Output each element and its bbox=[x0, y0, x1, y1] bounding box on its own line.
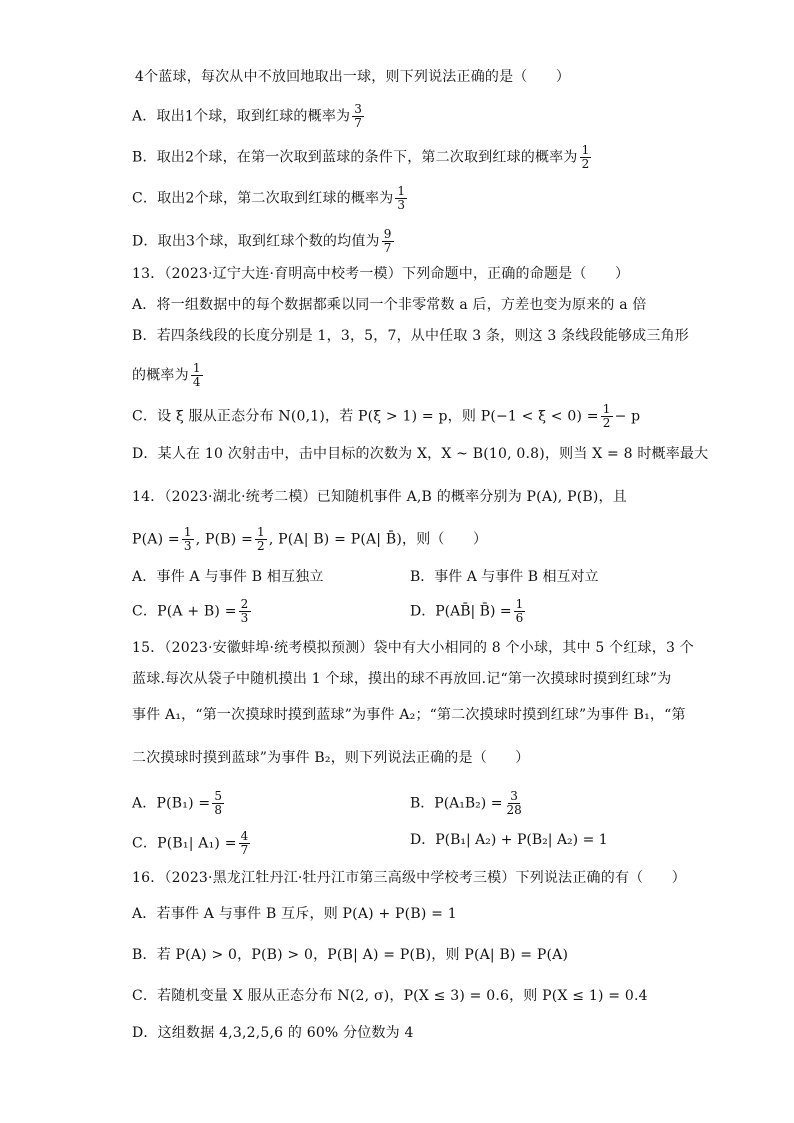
fraction: $\frac{3}{7}$ bbox=[354, 102, 363, 130]
q15-option-b: B．P(A₁B₂) = $\frac{3}{28}$ bbox=[410, 789, 522, 817]
fraction: $\frac{5}{8}$ bbox=[214, 789, 223, 817]
q13-option-d: D．某人在 10 次射击中，击中目标的次数为 X，X ~ B(10, 0.8)，则当 X = 8 时概率最大 bbox=[132, 446, 709, 462]
fraction: $\frac{1}{3}$ bbox=[183, 525, 192, 553]
fraction: $\frac{1}{6}$ bbox=[515, 597, 524, 625]
fraction: $\frac{4}{7}$ bbox=[240, 829, 249, 857]
q12-stem: 4个蓝球，每次从中不放回地取出一球，则下列说法正确的是（ ） bbox=[135, 69, 571, 85]
q15-stem-line1: 15．（2023·安徽蚌埠·统考模拟预测）袋中有大小相同的 8 个小球，其中 5 个红球，3 个 bbox=[132, 640, 694, 656]
fraction: $\frac{9}{7}$ bbox=[383, 227, 392, 255]
q15-stem-line3: 事件 A₁，“第一次摸球时摸到蓝球”为事件 A₂；“第二次摸球时摸到红球”为事件 B₁，“第 bbox=[132, 707, 686, 723]
q16-option-c: C．若随机变量 X 服从正态分布 N(2, σ)，P(X ≤ 3) = 0.6，则 P(X ≤ 1) = 0.4 bbox=[132, 988, 648, 1004]
q16-option-a: A．若事件 A 与事件 B 互斥，则 P(A) + P(B) = 1 bbox=[132, 906, 457, 922]
q13-option-b-line1: B．若四条线段的长度分别是 1，3，5，7，从中任取 3 条，则这 3 条线段能够成三角形 bbox=[132, 328, 689, 344]
q12-option-b: B．取出2个球，在第一次取到蓝球的条件下，第二次取到红球的概率为 $\frac{1}{2}$ bbox=[132, 143, 590, 171]
q14-condition: P(A) = $\frac{1}{3}$ , P(B) = $\frac{1}{2}$ , P(A| B) = P(A| B̄)，则（ ） bbox=[132, 525, 488, 553]
fraction: $\frac{1}{2}$ bbox=[602, 402, 611, 430]
q13-stem: 13．（2023·辽宁大连·育明高中校考一模）下列命题中，正确的命题是（ ） bbox=[132, 266, 630, 282]
q14-stem: 14．（2023·湖北·统考二模）已知随机事件 A,B 的概率分别为 P(A), P(B)，且 bbox=[132, 489, 627, 505]
q14-option-b: B．事件 A 与事件 B 相互对立 bbox=[410, 569, 599, 585]
q13-option-b-line2: 的概率为 $\frac{1}{4}$ bbox=[132, 361, 201, 389]
fraction: $\frac{1}{3}$ bbox=[397, 184, 406, 212]
q13-option-c: C．设 ξ 服从正态分布 N(0,1)，若 P(ξ > 1) = p，则 P(−1 < ξ < 0) = $\frac{1}{2}$ − p bbox=[132, 402, 641, 430]
q14-option-c: C．P(A + B) = $\frac{2}{3}$ bbox=[132, 597, 249, 625]
q15-stem-line4: 二次摸球时摸到蓝球”为事件 B₂，则下列说法正确的是（ ） bbox=[132, 750, 530, 766]
q15-stem-line2: 蓝球.每次从袋子中随机摸出 1 个球，摸出的球不再放回.记“第一次摸球时摸到红球”为 bbox=[132, 671, 672, 687]
fraction: $\frac{1}{4}$ bbox=[192, 361, 201, 389]
q15-option-d: D．P(B₁| A₂) + P(B₂| A₂) = 1 bbox=[410, 832, 608, 848]
q12-option-c: C．取出2个球，第二次取到红球的概率为 $\frac{1}{3}$ bbox=[132, 184, 406, 212]
q16-option-b: B．若 P(A) > 0，P(B) > 0，P(B| A) = P(B)，则 P(A| B) = P(A) bbox=[132, 947, 569, 963]
fraction: $\frac{3}{28}$ bbox=[506, 789, 522, 817]
q14-option-d: D．P(AB̄| B̄) = $\frac{1}{6}$ bbox=[410, 597, 524, 625]
fraction: $\frac{1}{2}$ bbox=[581, 143, 590, 171]
q12-option-d: D．取出3个球，取到红球个数的均值为 $\frac{9}{7}$ bbox=[132, 227, 392, 255]
q14-option-a: A．事件 A 与事件 B 相互独立 bbox=[132, 569, 324, 585]
q15-option-c: C．P(B₁| A₁) = $\frac{4}{7}$ bbox=[132, 829, 249, 857]
q15-option-a: A．P(B₁) = $\frac{5}{8}$ bbox=[132, 789, 223, 817]
q16-option-d: D．这组数据 4,3,2,5,6 的 60% 分位数为 4 bbox=[132, 1025, 414, 1041]
fraction: $\frac{1}{2}$ bbox=[257, 525, 265, 553]
fraction: $\frac{2}{3}$ bbox=[240, 597, 249, 625]
q13-option-a: A．将一组数据中的每个数据都乘以同一个非零常数 a 后，方差也变为原来的 a 倍 bbox=[132, 297, 647, 313]
q16-stem: 16．（2023·黑龙江牡丹江·牡丹江市第三高级中学校考三模）下列说法正确的有（ ） bbox=[132, 870, 686, 886]
q12-option-a: A．取出1个球，取到红球的概率为 $\frac{3}{7}$ bbox=[132, 102, 363, 130]
